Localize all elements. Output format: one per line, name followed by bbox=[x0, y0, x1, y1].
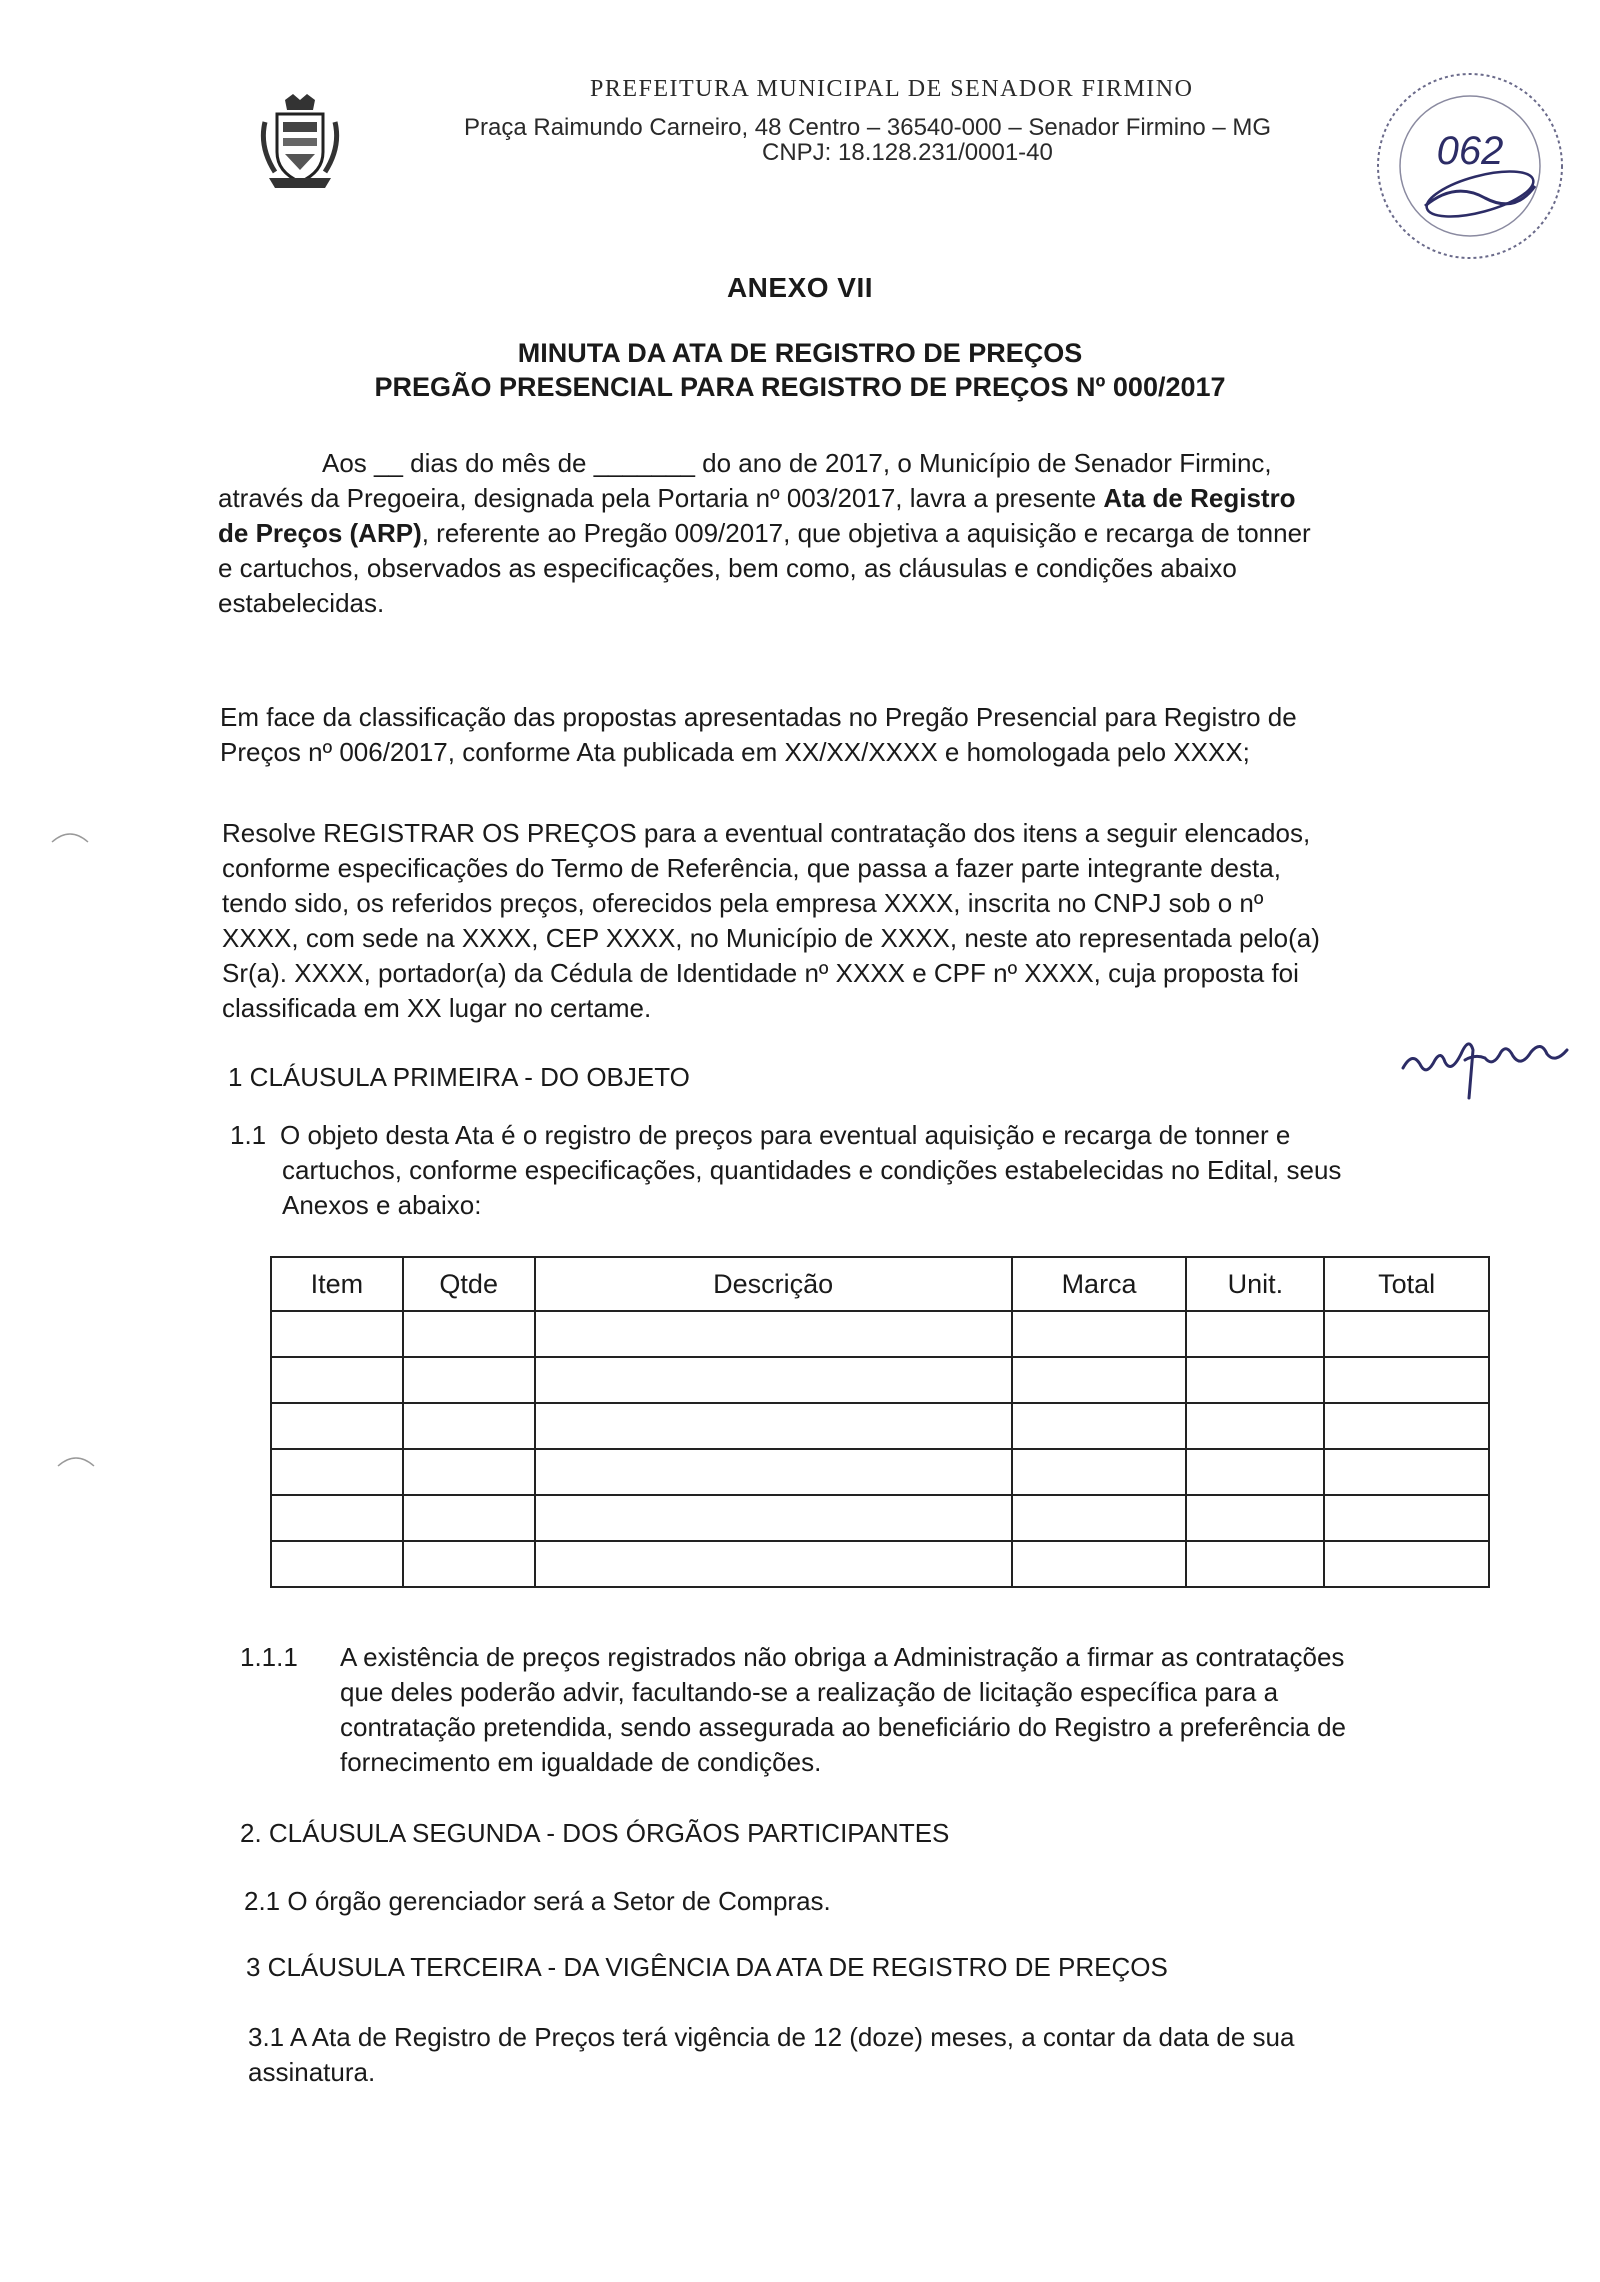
clause1-heading: 1 CLÁUSULA PRIMEIRA - DO OBJETO bbox=[228, 1062, 690, 1092]
table-cell bbox=[1012, 1311, 1187, 1357]
document-title-line2: PREGÃO PRESENCIAL PARA REGISTRO DE PREÇOS Nº 000/2017 bbox=[374, 372, 1226, 402]
clause1-1 bbox=[230, 1118, 1520, 1223]
commission-stamp bbox=[1365, 66, 1575, 266]
table-cell bbox=[1324, 1357, 1489, 1403]
table-row bbox=[271, 1311, 1489, 1357]
resolution-line: conforme especificações do Termo de Referência, que passa a fazer parte integrante desta, bbox=[222, 853, 1281, 883]
table-row bbox=[271, 1403, 1489, 1449]
table-cell bbox=[403, 1403, 535, 1449]
table-cell bbox=[1186, 1449, 1324, 1495]
classification-line: Em face da classificação das propostas apresentadas no Pregão Presencial para Registro de bbox=[220, 702, 1297, 732]
clause1-1-1-line: contratação pretendida, sendo assegurada ao beneficiário do Registro a preferência de bbox=[340, 1712, 1347, 1742]
table-cell bbox=[535, 1495, 1012, 1541]
table-cell bbox=[1186, 1495, 1324, 1541]
resolution-line: tendo sido, os referidos preços, oferecidos pela empresa XXXX, inscrita no CNPJ sob o nº bbox=[222, 888, 1264, 918]
resolution-line: XXXX, com sede na XXXX, CEP XXXX, no Município de XXXX, neste ato representada pelo(a) bbox=[222, 923, 1320, 953]
table-cell bbox=[1012, 1449, 1187, 1495]
clause-number: 1.1 bbox=[230, 1120, 267, 1150]
table-cell bbox=[1186, 1541, 1324, 1587]
table-row bbox=[271, 1541, 1489, 1587]
resolution-paragraph bbox=[222, 816, 1522, 1026]
table-cell bbox=[1012, 1403, 1187, 1449]
handwritten-signature bbox=[1395, 1010, 1575, 1100]
clause1-1-1-line: A existência de preços registrados não obriga a Administração a firmar as contratações bbox=[340, 1642, 1345, 1672]
table-cell bbox=[1186, 1311, 1324, 1357]
table-cell bbox=[271, 1541, 403, 1587]
resolution-line: Sr(a). XXXX, portador(a) da Cédula de Identidade nº XXXX e CPF nº XXXX, cuja proposta foi bbox=[222, 958, 1299, 988]
clause3-1 bbox=[248, 2020, 1538, 2090]
clause-number: 1.1.1 bbox=[240, 1642, 298, 1672]
classification-line: Preços nº 006/2017, conforme Ata publicada em XX/XX/XXXX e homologada pelo XXXX; bbox=[220, 737, 1250, 767]
clause1-1-1 bbox=[240, 1640, 1530, 1780]
clause1-1-line: O objeto desta Ata é o registro de preços para eventual aquisição e recarga de tonner e bbox=[280, 1120, 1291, 1150]
opening-text: através da Pregoeira, designada pela Portaria nº 003/2017, lavra a presente bbox=[218, 483, 1104, 513]
table-cell bbox=[1186, 1357, 1324, 1403]
table-cell bbox=[1012, 1357, 1187, 1403]
opening-bold: Ata de Registro bbox=[1103, 483, 1296, 513]
table-cell bbox=[1012, 1495, 1187, 1541]
opening-line: estabelecidas. bbox=[218, 588, 385, 618]
column-header-descricao: Descrição bbox=[535, 1257, 1012, 1311]
table-cell bbox=[271, 1403, 403, 1449]
municipality-cnpj: CNPJ: 18.128.231/0001-40 bbox=[762, 139, 1053, 166]
table-cell bbox=[403, 1495, 535, 1541]
opening-line bbox=[218, 481, 1518, 516]
document-title-line1: MINUTA DA ATA DE REGISTRO DE PREÇOS bbox=[517, 338, 1083, 368]
municipality-name: PREFEITURA MUNICIPAL DE SENADOR FIRMINO bbox=[590, 76, 1194, 102]
table-cell bbox=[535, 1449, 1012, 1495]
clause1-1-line: Anexos e abaixo: bbox=[282, 1190, 482, 1220]
table-cell bbox=[1324, 1403, 1489, 1449]
column-header-item: Item bbox=[271, 1257, 403, 1311]
clause1-1-1-line: que deles poderão advir, facultando-se a realização de licitação específica para a bbox=[340, 1677, 1279, 1707]
table-cell bbox=[1324, 1495, 1489, 1541]
table-row bbox=[271, 1495, 1489, 1541]
clause3-1-line: assinatura. bbox=[248, 2057, 376, 2087]
table-cell bbox=[271, 1357, 403, 1403]
opening-line: Aos __ dias do mês de _______ do ano de 2017, o Município de Senador Firminc, bbox=[322, 448, 1272, 478]
table-cell bbox=[271, 1449, 403, 1495]
opening-bold: de Preços (ARP) bbox=[218, 518, 422, 548]
table-cell bbox=[1324, 1311, 1489, 1357]
clause3-1-line: 3.1 A Ata de Registro de Preços terá vigência de 12 (doze) meses, a contar da data de sua bbox=[248, 2022, 1295, 2052]
column-header-qtde: Qtde bbox=[403, 1257, 535, 1311]
opening-paragraph bbox=[218, 446, 1518, 621]
resolution-line: classificada em XX lugar no certame. bbox=[222, 993, 652, 1023]
table-cell bbox=[1012, 1541, 1187, 1587]
clause2-1: 2.1 O órgão gerenciador será a Setor de Compras. bbox=[244, 1886, 831, 1916]
table-cell bbox=[403, 1449, 535, 1495]
clause3-heading: 3 CLÁUSULA TERCEIRA - DA VIGÊNCIA DA ATA DE REGISTRO DE PREÇOS bbox=[246, 1952, 1168, 1982]
table-cell bbox=[403, 1311, 535, 1357]
annex-title: ANEXO VII bbox=[726, 272, 874, 303]
table-cell bbox=[403, 1541, 535, 1587]
table-cell bbox=[271, 1311, 403, 1357]
table-cell bbox=[1324, 1449, 1489, 1495]
stamp-number: 062 bbox=[1436, 129, 1504, 173]
table-cell bbox=[535, 1541, 1012, 1587]
column-header-total: Total bbox=[1324, 1257, 1489, 1311]
column-header-unit: Unit. bbox=[1186, 1257, 1324, 1311]
table-cell bbox=[1324, 1541, 1489, 1587]
margin-mark bbox=[50, 826, 90, 846]
resolution-line: Resolve REGISTRAR OS PREÇOS para a eventual contratação dos itens a seguir elencados, bbox=[222, 818, 1311, 848]
classification-paragraph bbox=[220, 700, 1520, 770]
opening-text: , referente ao Pregão 009/2017, que objetiva a aquisição e recarga de tonner bbox=[421, 518, 1311, 548]
table-cell bbox=[271, 1495, 403, 1541]
margin-mark bbox=[56, 1450, 96, 1470]
column-header-marca: Marca bbox=[1012, 1257, 1187, 1311]
opening-line bbox=[218, 516, 1518, 551]
table-row bbox=[271, 1357, 1489, 1403]
items-table bbox=[270, 1256, 1490, 1588]
table-cell bbox=[535, 1403, 1012, 1449]
table-row bbox=[271, 1449, 1489, 1495]
table-header-row bbox=[271, 1257, 1489, 1311]
opening-line: e cartuchos, observados as especificações, bem como, as cláusulas e condições abaixo bbox=[218, 553, 1237, 583]
table-cell bbox=[535, 1357, 1012, 1403]
clause1-1-line: cartuchos, conforme especificações, quantidades e condições estabelecidas no Edital, seus bbox=[282, 1155, 1342, 1185]
table-cell bbox=[1186, 1403, 1324, 1449]
municipal-crest-icon bbox=[255, 92, 345, 192]
table-cell bbox=[403, 1357, 535, 1403]
municipality-address: Praça Raimundo Carneiro, 48 Centro – 36540-000 – Senador Firmino – MG bbox=[464, 114, 1272, 141]
clause2-heading: 2. CLÁUSULA SEGUNDA - DOS ÓRGÃOS PARTICIPANTES bbox=[240, 1818, 950, 1848]
clause1-1-1-line: fornecimento em igualdade de condições. bbox=[340, 1747, 822, 1777]
table-cell bbox=[535, 1311, 1012, 1357]
